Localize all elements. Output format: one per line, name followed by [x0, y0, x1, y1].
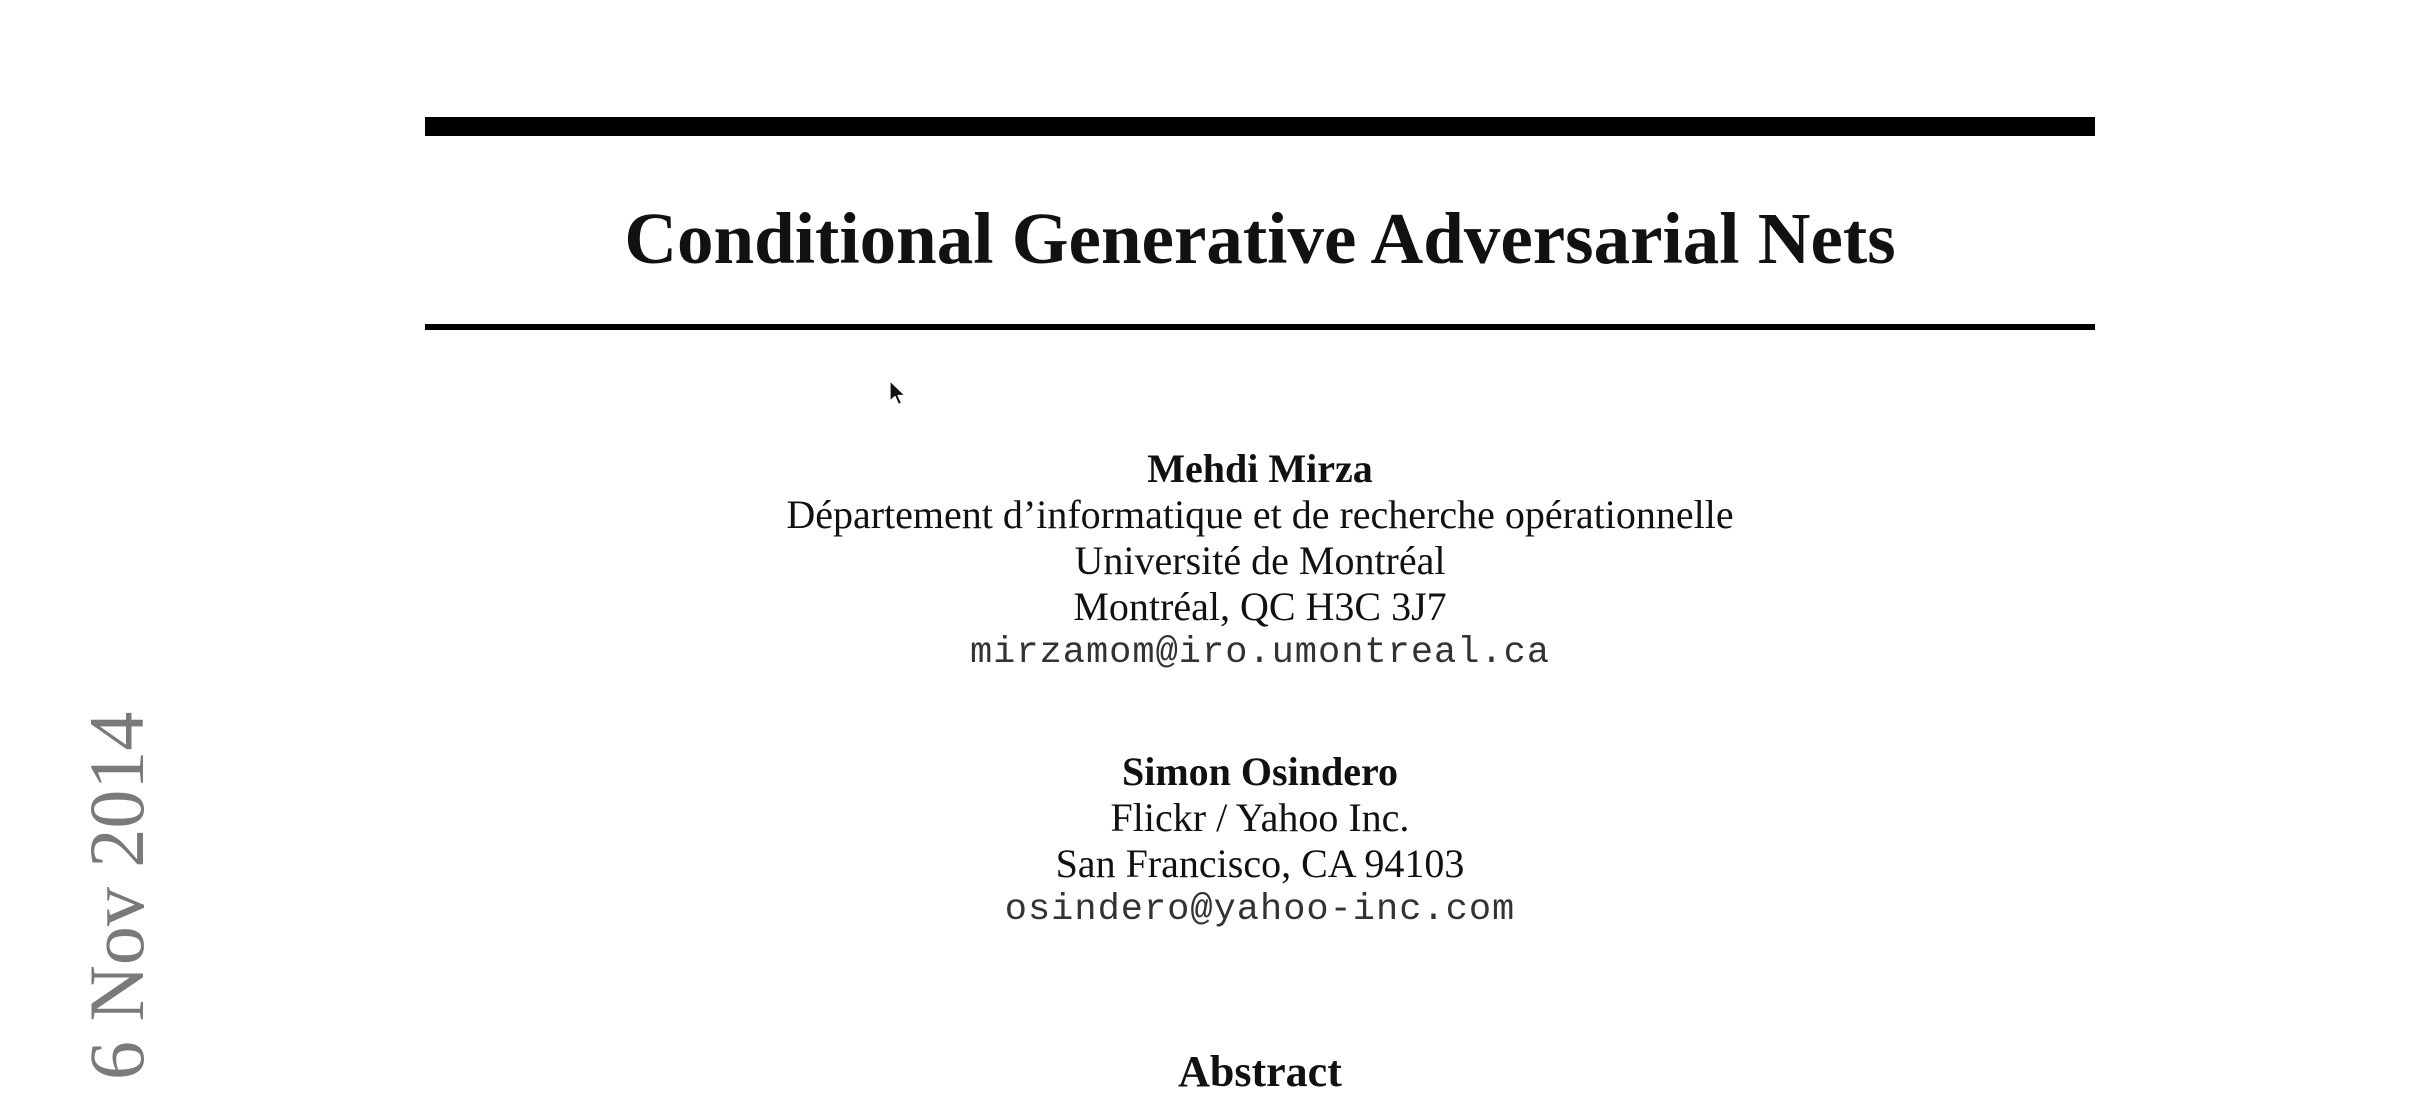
author-email[interactable]: mirzamom@iro.umontreal.ca [969, 632, 1551, 674]
author-affiliation-line: Flickr / Yahoo Inc. [1110, 795, 1410, 840]
abstract-heading: Abstract [1178, 1047, 1342, 1096]
author-affiliation-line: Montréal, QC H3C 3J7 [1073, 584, 1447, 629]
author-affiliation-line: Département d’informatique et de recherche opérationnelle [786, 492, 1734, 537]
author-name: Simon Osindero [1122, 749, 1398, 794]
author-name: Mehdi Mirza [1147, 446, 1373, 491]
author-affiliation-line: Université de Montréal [1074, 538, 1446, 583]
author-block [425, 446, 2095, 676]
author-affiliation-line: San Francisco, CA 94103 [1055, 841, 1465, 886]
mouse-pointer-icon [889, 380, 907, 406]
arxiv-margin-date: 6 Nov 2014 [73, 711, 160, 1080]
paper-title: Conditional Generative Adversarial Nets [624, 198, 1896, 279]
author-block [425, 749, 2095, 933]
title-rule-bottom [425, 324, 2095, 330]
author-email[interactable]: osindero@yahoo-inc.com [1004, 889, 1516, 931]
title-rule-top [425, 117, 2095, 136]
